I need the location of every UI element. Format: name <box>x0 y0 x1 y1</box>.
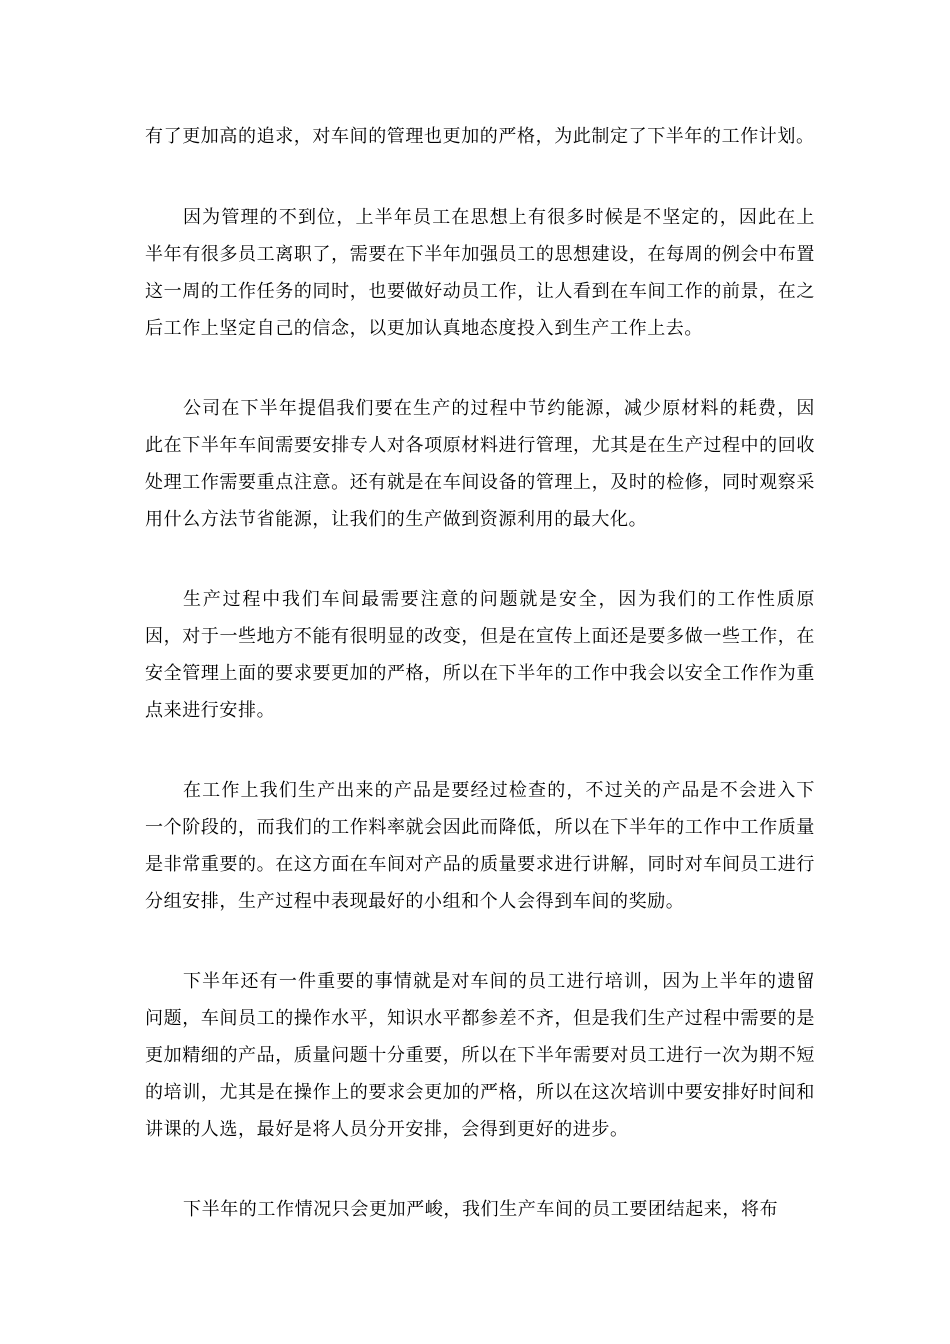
paragraph-6: 下半年还有一件重要的事情就是对车间的员工进行培训，因为上半年的遗留问题，车间员工的操作水平，知识水平都参差不齐，但是我们生产过程中需要的是更加精细的产品，质量问题十分重要，所以在下半年需要对员工进行一次为期不短的培训，尤其是在操作上的要求会更加的严格，所以在这次培训中要安排好时间和讲课的人选，最好是将人员分开安排，会得到更好的进步。 <box>145 971 815 1140</box>
paragraph-2: 因为管理的不到位，上半年员工在思想上有很多时候是不坚定的，因此在上半年有很多员工离职了，需要在下半年加强员工的思想建设，在每周的例会中布置这一周的工作任务的同时，也要做好动员工作，让人看到在车间工作的前景，在之后工作上坚定自己的信念，以更加认真地态度投入到生产工作上去。 <box>145 207 815 339</box>
paragraph-7: 下半年的工作情况只会更加严峻，我们生产车间的员工要团结起来，将布 <box>183 1199 779 1220</box>
paragraph-5: 在工作上我们生产出来的产品是要经过检查的，不过关的产品是不会进入下一个阶段的，而我们的工作料率就会因此而降低，所以在下半年的工作中工作质量是非常重要的。在这方面在车间对产品的质量要求进行讲解，同时对车间员工进行分组安排，生产过程中表现最好的小组和个人会得到车间的奖励。 <box>145 780 815 912</box>
paragraph-4: 生产过程中我们车间最需要注意的问题就是安全，因为我们的工作性质原因，对于一些地方不能有很明显的改变，但是在宣传上面还是要多做一些工作，在安全管理上面的要求要更加的严格，所以在下半年的工作中我会以安全工作作为重点来进行安排。 <box>145 589 815 721</box>
document-body <box>145 118 815 1271</box>
paragraph-1: 有了更加高的追求，对车间的管理也更加的严格，为此制定了下半年的工作计划。 <box>145 126 815 147</box>
paragraph-3: 公司在下半年提倡我们要在生产的过程中节约能源，减少原材料的耗费，因此在下半年车间需要安排专人对各项原材料进行管理，尤其是在生产过程中的回收处理工作需要重点注意。还有就是在车间设备的管理上，及时的检修，同时观察采用什么方法节省能源，让我们的生产做到资源利用的最大化。 <box>145 398 815 530</box>
